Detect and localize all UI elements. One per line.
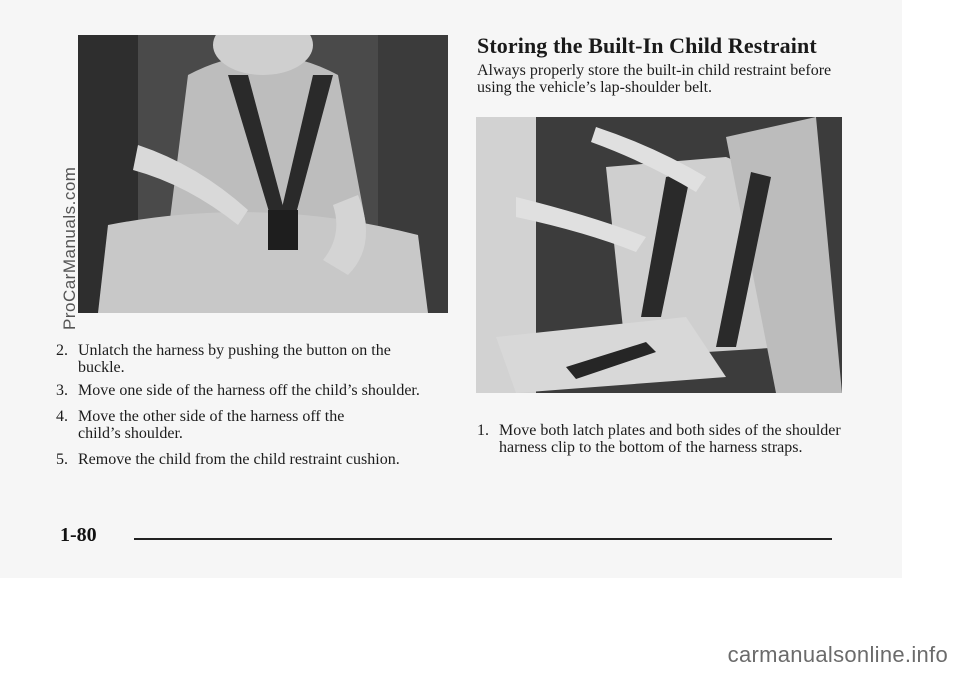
step-item xyxy=(477,422,857,456)
step-number: 1. xyxy=(477,422,489,439)
intro-paragraph: Always properly store the built-in child restraint before using the vehicle’s lap-shoulder belt. xyxy=(477,62,832,96)
step-number: 2. xyxy=(56,342,68,359)
step-text: Move one side of the harness off the child’s shoulder. xyxy=(78,382,420,399)
side-watermark: ProCarManuals.com xyxy=(60,166,79,330)
step-number: 4. xyxy=(56,408,68,425)
step-number: 3. xyxy=(56,382,68,399)
section-heading: Storing the Built-In Child Restraint xyxy=(477,33,817,58)
seat-harness-icon xyxy=(476,117,842,393)
step-item xyxy=(56,408,386,442)
footer-rule xyxy=(134,538,832,540)
step-item xyxy=(56,382,456,399)
seat-harness-illustration xyxy=(476,117,842,393)
page-number: 1-80 xyxy=(60,524,97,546)
step-text: Remove the child from the child restraint cushion. xyxy=(78,451,400,468)
step-item xyxy=(56,451,456,468)
step-text: Move both latch plates and both sides of the shoulder harness clip to the bottom of the harness straps. xyxy=(499,422,841,456)
child-harness-illustration xyxy=(78,35,448,313)
step-text: Unlatch the harness by pushing the button on the buckle. xyxy=(78,342,391,376)
step-number: 5. xyxy=(56,451,68,468)
child-harness-icon xyxy=(78,35,448,313)
step-text: Move the other side of the harness off the child’s shoulder. xyxy=(78,408,345,442)
step-item xyxy=(56,342,416,376)
site-watermark[interactable]: carmanualsonline.info xyxy=(727,642,948,667)
